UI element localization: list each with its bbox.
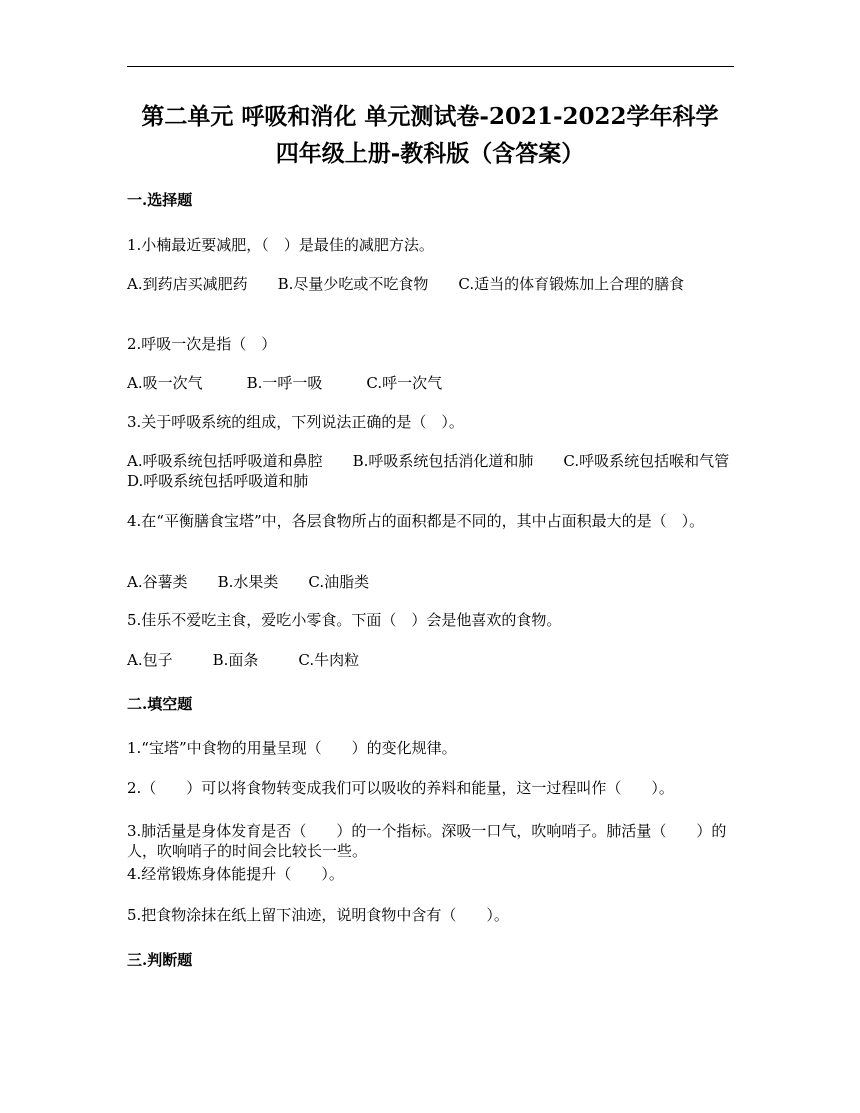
question-5-options	[127, 650, 734, 670]
fill-item-4: 4.经常锻炼身体能提升（ ）。	[127, 865, 344, 883]
option-a: A.吸一次气	[127, 374, 203, 392]
question-2: 2.呼吸一次是指（ ）	[127, 335, 277, 353]
title-line-2: 四年级上册-教科版（含答案）	[275, 140, 585, 167]
option-a: A.包子	[127, 651, 173, 669]
section-heading-choice: 一.选择题	[127, 191, 193, 209]
option-a: A.谷薯类	[127, 573, 188, 591]
title-line-1: 第二单元 呼吸和消化 单元测试卷-2021-2022学年科学	[141, 103, 719, 130]
option-b: B.一呼一吸	[246, 374, 323, 392]
fill-item-1: 1.“宝塔”中食物的用量呈现（ ）的变化规律。	[127, 739, 457, 757]
question-1-options: A.到药店买减肥药 B.尽量少吃或不吃食物 C.适当的体育锻炼加上合理的膳食	[127, 275, 685, 293]
option-b: B.面条	[212, 651, 259, 669]
option-c: C.油脂类	[308, 573, 370, 591]
question-3: 3.关于呼吸系统的组成，下列说法正确的是（ ）。	[127, 413, 464, 431]
page-title	[100, 98, 760, 172]
option-b: B.水果类	[217, 573, 279, 591]
header-rule	[127, 66, 734, 67]
question-5: 5.佳乐不爱吃主食，爱吃小零食。下面（ ）会是他喜欢的食物。	[127, 611, 562, 629]
fill-item-5: 5.把食物涂抹在纸上留下油迹，说明食物中含有（ ）。	[127, 906, 509, 924]
question-2-options	[127, 373, 734, 393]
section-heading-judge: 三.判断题	[127, 951, 193, 969]
question-3-options: A.呼吸系统包括呼吸道和鼻腔 B.呼吸系统包括消化道和肺 C.呼吸系统包括喉和气管 D.呼吸系统包括呼吸道和肺	[127, 452, 760, 490]
question-4: 4.在“平衡膳食宝塔”中，各层食物所占的面积都是不同的，其中占面积最大的是（ ）。	[127, 512, 705, 530]
option-c: C.牛肉粒	[298, 651, 360, 669]
question-1: 1.小楠最近要减肥，（ ）是最佳的减肥方法。	[127, 236, 434, 254]
fill-item-3: 3.肺活量是身体发育是否（ ）的一个指标。深吸一口气，吹响哨子。肺活量（ ）的人，吹响哨子的时间会比较长一些。	[127, 822, 727, 860]
section-heading-fill: 二.填空题	[127, 695, 193, 713]
option-c: C.呼一次气	[366, 374, 443, 392]
question-4-options	[127, 572, 734, 592]
fill-item-2: 2.（ ）可以将食物转变成我们可以吸收的养料和能量，这一过程叫作（ ）。	[127, 779, 674, 797]
